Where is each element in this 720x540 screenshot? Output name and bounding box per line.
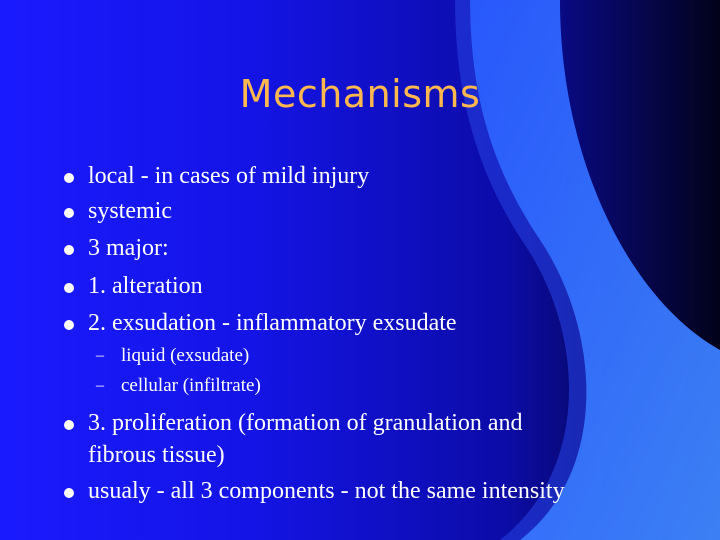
sub-bullet-text: cellular (infiltrate) bbox=[121, 375, 261, 396]
bullet-icon bbox=[64, 171, 78, 183]
bullet-text-continuation: fibrous tissue) bbox=[88, 442, 225, 468]
bullet-icon bbox=[64, 418, 78, 430]
bullet-text: 1. alteration bbox=[88, 273, 203, 299]
bullet-icon bbox=[64, 318, 78, 330]
bullet-text: local - in cases of mild injury bbox=[88, 163, 370, 189]
sub-bullet-dash: – bbox=[96, 377, 104, 394]
bullet-icon bbox=[64, 243, 78, 255]
bullet-text: 3 major: bbox=[88, 235, 169, 261]
bullet-text: 3. proliferation (formation of granulation and bbox=[88, 410, 523, 436]
slide-title: Mechanisms bbox=[239, 72, 481, 116]
bullet-text: 2. exsudation - inflammatory exsudate bbox=[88, 310, 457, 336]
bullet-text: usualy - all 3 components - not the same intensity bbox=[88, 478, 565, 504]
bullet-icon bbox=[64, 486, 78, 498]
bullet-text: systemic bbox=[88, 198, 172, 224]
bullet-icon bbox=[64, 281, 78, 293]
bullet-icon bbox=[64, 206, 78, 218]
sub-bullet-dash: – bbox=[96, 347, 104, 364]
sub-bullet-text: liquid (exsudate) bbox=[121, 345, 250, 366]
